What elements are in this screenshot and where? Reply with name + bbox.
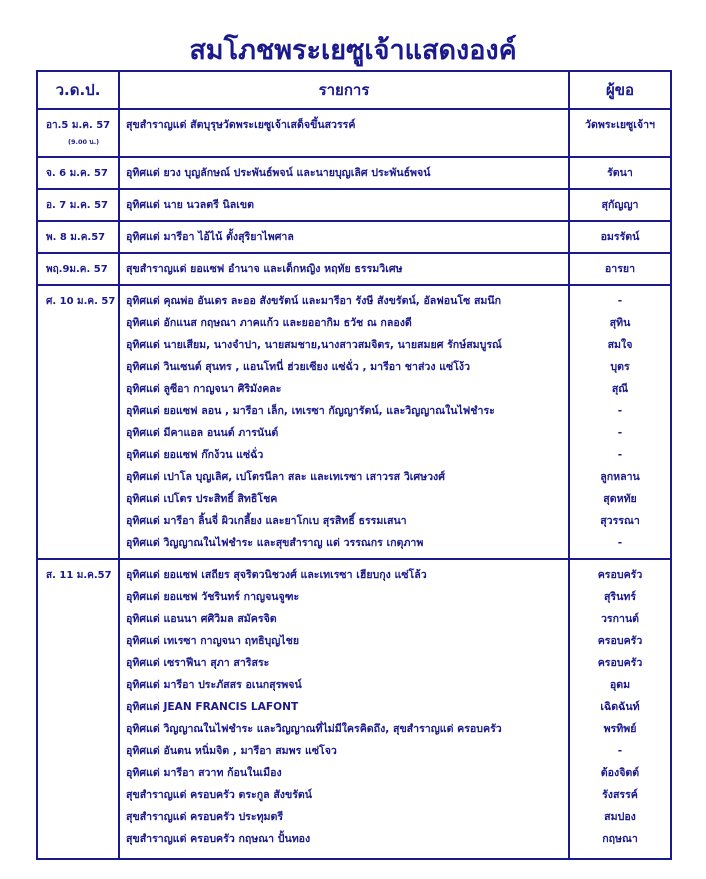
requester-cell (569, 253, 671, 285)
intention-item: อุทิศแด่ อันตน หนิ่มจิต , มารีอา สมพร แซ่โจว (126, 745, 337, 757)
requester-name: - (617, 427, 623, 439)
time-text: (9.00 น.) (68, 138, 100, 146)
requester-name: บุตร (610, 361, 630, 373)
requester-name: รังสรรค์ (602, 789, 638, 801)
requester-name: ครอบครัว (597, 657, 643, 669)
intention-item: อุทิศแด่ วิญญาณในไฟชำระ และสุขสำราญ แด่ วรรณกร เกตุภาพ (126, 537, 424, 549)
date-text: พ. 8 ม.ค.57 (46, 232, 106, 243)
intention-item: อุทิศแด่ มารีอา สวาท ก้อนในเมือง (126, 767, 282, 779)
requester-name: ต้องจิตต์ (600, 767, 640, 779)
date-cell (37, 189, 119, 221)
requester-name: - (617, 295, 623, 307)
intention-item: อุทิศแด่ มารีอา ไอ้ไน้ ตั้งสุริยาไพศาล (126, 231, 294, 243)
date-text: อา.5 ม.ค. 57 (46, 120, 111, 131)
requester-cell (569, 109, 671, 157)
intention-item: อุทิศแด่ นาย นวลตรี นิลเขต (126, 199, 254, 211)
intention-item: อุทิศแด่ นายเสียม, นางจำปา, นายสมชาย,นางสาวสมจิตร, นายสมยศ รักษ์สมบูรณ์ (126, 339, 502, 351)
requester-name: รัตนา (607, 167, 633, 179)
table-row (37, 253, 671, 285)
date-text: ศ. 10 ม.ค. 57 (46, 296, 116, 307)
requester-name: พรทิพย์ (603, 723, 637, 735)
intention-item: อุทิศแด่ ยอแซฟ เสถียร สุจริตวนิชวงศ์ และเทเรซา เฮียบกุง แซ่โล้ว (126, 569, 427, 581)
date-text: พฤ.9ม.ค. 57 (46, 264, 108, 275)
date-cell (37, 109, 119, 157)
requester-name: อารยา (604, 263, 636, 275)
table-row (37, 559, 671, 859)
items-cell (119, 189, 569, 221)
requester-name: สมใจ (607, 339, 633, 351)
intention-item: อุทิศแด่ มีคาแอล อนนต์ ภารนันต์ (126, 427, 279, 439)
requester-name: วัดพระเยซูเจ้าฯ (585, 119, 655, 131)
date-cell (37, 221, 119, 253)
table-row (37, 285, 671, 559)
intention-item: สุขสำราญแด่ ครอบครัว กฤษณา ปั้นทอง (126, 833, 311, 845)
items-cell (119, 559, 569, 859)
date-cell (37, 253, 119, 285)
requester-name: ลูกหลาน (600, 471, 640, 483)
requester-name: อมรรัตน์ (600, 231, 640, 243)
requester-name: - (617, 537, 623, 549)
intention-item: อุทิศแด่ มารีอา ประภัสสร อเนกสุรพจน์ (126, 679, 302, 691)
header-requester: ผู้ขอ (569, 71, 671, 109)
requester-name: ครอบครัว (597, 635, 643, 647)
date-text: จ. 6 ม.ค. 57 (46, 168, 108, 179)
header-items: รายการ (119, 71, 569, 109)
items-cell (119, 221, 569, 253)
requester-name: ครอบครัว (597, 569, 643, 581)
date-text: ส. 11 ม.ค.57 (46, 570, 112, 581)
header-date: ว.ด.ป. (37, 71, 119, 109)
intention-item: อุทิศแด่ คุณพ่อ อันเดร ละออ สังขรัตน์ และมารีอา รังษี สังขรัตน์, อัลฟอนโซ สมนึก (126, 295, 502, 307)
requester-cell (569, 189, 671, 221)
table-row (37, 221, 671, 253)
requester-name: วรกานต์ (600, 613, 640, 625)
requester-name: สุณี (611, 383, 629, 395)
intention-item: อุทิศแด่ เปโตร ประสิทธิ์ สิทธิโชค (126, 493, 278, 505)
intention-item: สุขสำราญแด่ สัตบุรุษวัดพระเยซูเจ้าเสด็จขึ้นสวรรค์ (126, 119, 356, 131)
intention-item: อุทิศแด่ มารีอา ลิ้นจี่ ผิวเกลี้ยง และยาโกเบ สุรสิทธิ์ ธรรมเสนา (126, 515, 407, 527)
requester-name: กฤษณา (602, 833, 638, 845)
date-cell (37, 157, 119, 189)
date-text: อ. 7 ม.ค. 57 (46, 200, 109, 211)
intention-item: อุทิศแด่ เปาโล บุญเลิศ, เปโตรนีลา สละ และเทเรซา เสาวรส วิเศษวงศ์ (126, 471, 445, 483)
mass-intentions-table (36, 70, 672, 860)
intention-item: อุทิศแด่ วินเซนต์ สุนทร , แอนโทนี่ ฮ่วยเซียง แซ่ฉั่ว , มารีอา ชาส่วง แซ่โง้ว (126, 361, 471, 373)
intention-item: อุทิศแด่ เทเรซา กาญจนา ฤทธิบุญไชย (126, 635, 300, 647)
date-cell (37, 285, 119, 559)
intention-item: อุทิศแด่ ยอแซฟ ลอน , มารีอา เล็ก, เทเรซา กัญญารัตน์, และวิญญาณในไฟชำระ (126, 405, 495, 417)
requester-name: สุดหทัย (603, 493, 637, 505)
items-cell (119, 285, 569, 559)
requester-cell (569, 285, 671, 559)
intention-item: อุทิศแด่ อักแนส กฤษณา ภาคแก้ว และยออากิม ธวัช ณ กลองดี (126, 317, 412, 329)
requester-name: สุรินทร์ (603, 591, 637, 603)
header-row (37, 71, 671, 109)
intention-item: อุทิศแด่ ยวง บุญลักษณ์ ประพันธ์พจน์ และนายบุญเลิศ ประพันธ์พจน์ (126, 167, 431, 179)
intention-item: อุทิศแด่ JEAN FRANCIS LAFONT (126, 701, 299, 713)
requester-name: สุทิน (609, 317, 631, 329)
requester-cell (569, 221, 671, 253)
requester-name: - (617, 449, 623, 461)
intention-item: อุทิศแด่ เซราฟีนา สุภา สาริสระ (126, 657, 270, 669)
intention-item: สุขสำราญแด่ ครอบครัว ประทุมตรี (126, 811, 284, 823)
intention-item: อุทิศแด่ แอนนา ศศิวิมล สมัครจิต (126, 613, 277, 625)
table-row (37, 189, 671, 221)
page-title: สมโภชพระเยซูเจ้าแสดงองค์ (189, 35, 517, 66)
items-cell (119, 157, 569, 189)
requester-name: - (617, 405, 623, 417)
requester-name: สุวรรณา (600, 515, 640, 527)
requester-cell (569, 157, 671, 189)
requester-name: สมปอง (604, 811, 636, 823)
requester-name: เฉิดฉันท์ (600, 701, 640, 713)
requester-cell (569, 559, 671, 859)
requester-name: - (617, 745, 623, 757)
intention-item: อุทิศแด่ ยอแซฟ วัชรินทร์ กาญจนจูฑะ (126, 591, 300, 603)
date-cell (37, 559, 119, 859)
intention-item: สุขสำราญแด่ ครอบครัว ตระกูล สังขรัตน์ (126, 789, 313, 801)
requester-name: อุดม (609, 679, 631, 691)
intention-item: อุทิศแด่ ยอแซฟ ก๊กง้วน แซ่ฉั่ว (126, 449, 264, 461)
table-row (37, 157, 671, 189)
intention-item: อุทิศแด่ ลูซีอา กาญจนา ศิริมังคละ (126, 383, 282, 395)
intention-item: สุขสำราญแด่ ยอแซฟ อำนาจ และเด็กหญิง หฤทัย ธรรมวิเศษ (126, 263, 403, 275)
items-cell (119, 253, 569, 285)
intention-item: อุทิศแด่ วิญญาณในไฟชำระ และวิญญาณที่ไม่มีใครคิดถึง, สุขสำราญแด่ ครอบครัว (126, 723, 502, 735)
table-row (37, 109, 671, 157)
items-cell (119, 109, 569, 157)
requester-name: สุกัญญา (601, 199, 639, 211)
